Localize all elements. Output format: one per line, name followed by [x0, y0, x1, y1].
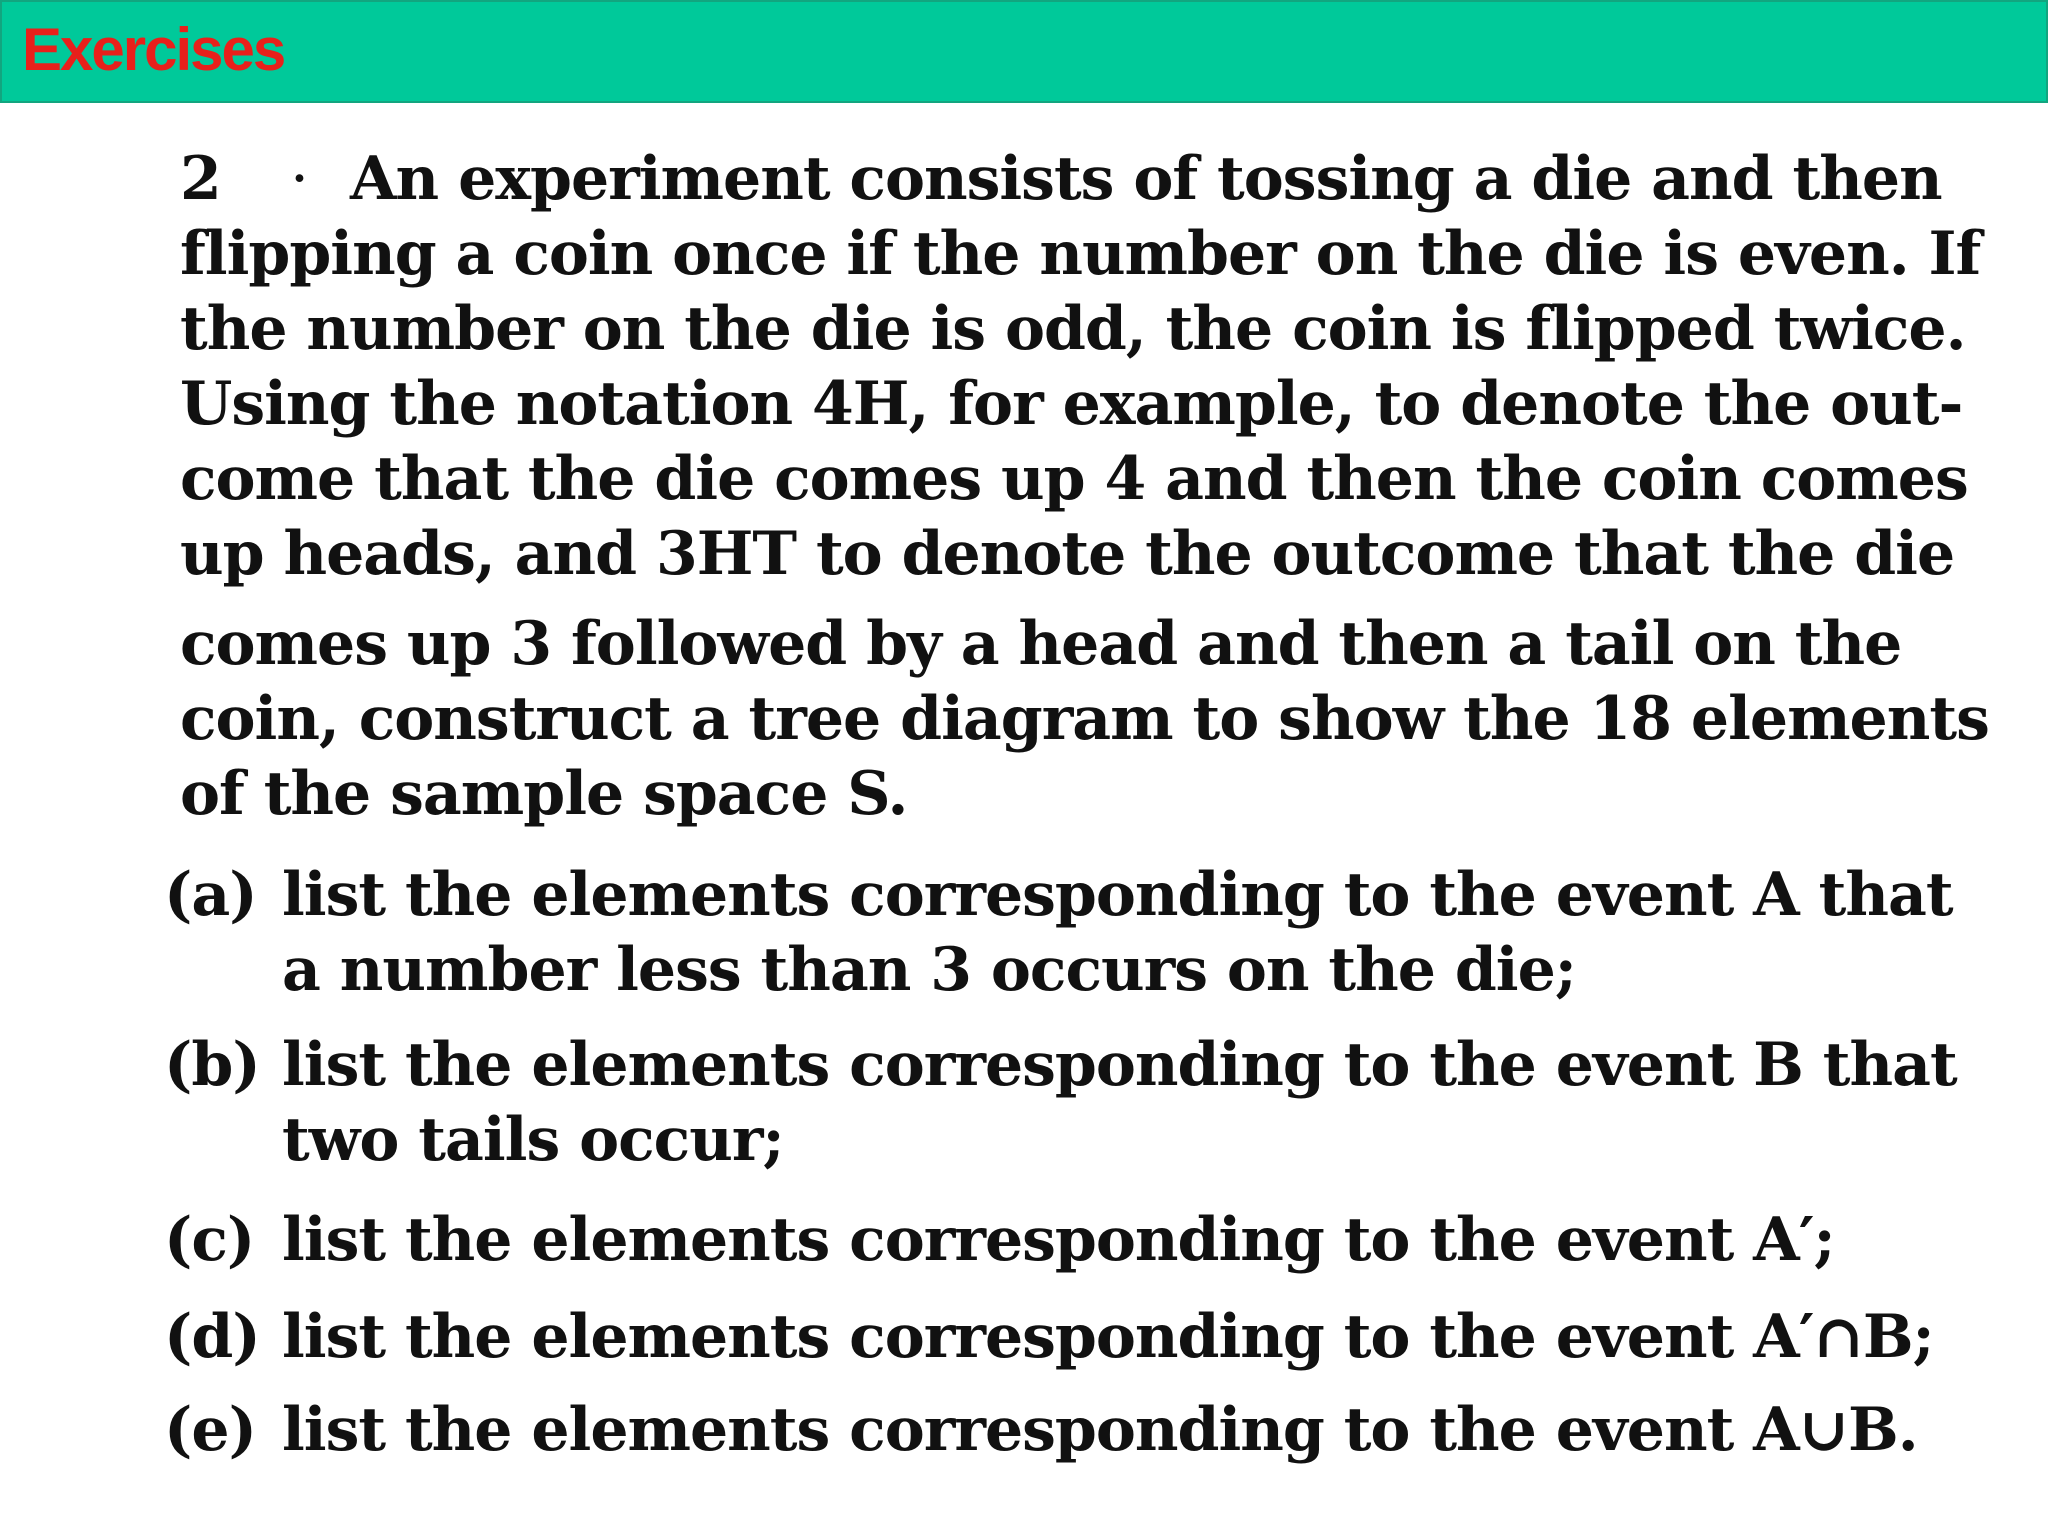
part-label: (e): [164, 1395, 256, 1465]
problem-number: 2: [180, 144, 221, 214]
header-bar: [0, 0, 2048, 103]
part-text: list the elements corresponding to the event B that: [282, 1030, 1957, 1100]
problem-line: Using the notation 4H, for example, to denote the out-: [180, 369, 1963, 439]
part-c: [164, 1203, 1864, 1278]
part-text: list the elements corresponding to the event A∪B.: [282, 1395, 1918, 1465]
part-b: [164, 1028, 1957, 1178]
problem-line: coin, construct a tree diagram to show the 18 elements: [180, 684, 1989, 754]
part-text: list the elements corresponding to the event A′∩B;: [282, 1302, 1934, 1372]
part-text: two tails occur;: [282, 1105, 784, 1175]
problem-line: the number on the die is odd, the coin is flipped twice.: [180, 294, 1966, 364]
part-text: list the elements corresponding to the event A′;: [282, 1205, 1835, 1275]
part-d: [164, 1300, 1934, 1375]
problem-line: up heads, and 3HT to denote the outcome that the die: [180, 519, 1955, 589]
exercise-parts: [164, 858, 1957, 1468]
part-label: (c): [164, 1205, 255, 1275]
part-a: [164, 858, 1953, 1008]
page-title: Exercises: [22, 16, 285, 83]
problem-line: [180, 142, 1942, 217]
part-e: [164, 1393, 1918, 1468]
problem-text: An experiment consists of tossing a die and then: [350, 144, 1942, 214]
part-label: (d): [164, 1302, 260, 1372]
part-label: (b): [164, 1030, 260, 1100]
exercise-problem: [180, 142, 1989, 832]
problem-separator: ·: [290, 144, 309, 214]
part-label: (a): [164, 860, 257, 930]
problem-line: come that the die comes up 4 and then the coin comes: [180, 444, 1968, 514]
problem-line: flipping a coin once if the number on the die is even. If: [180, 219, 1981, 289]
problem-line: comes up 3 followed by a head and then a tail on the: [180, 609, 1902, 679]
part-text: a number less than 3 occurs on the die;: [282, 935, 1576, 1005]
part-text: list the elements corresponding to the event A that: [282, 860, 1953, 930]
problem-line: of the sample space S.: [180, 759, 908, 829]
